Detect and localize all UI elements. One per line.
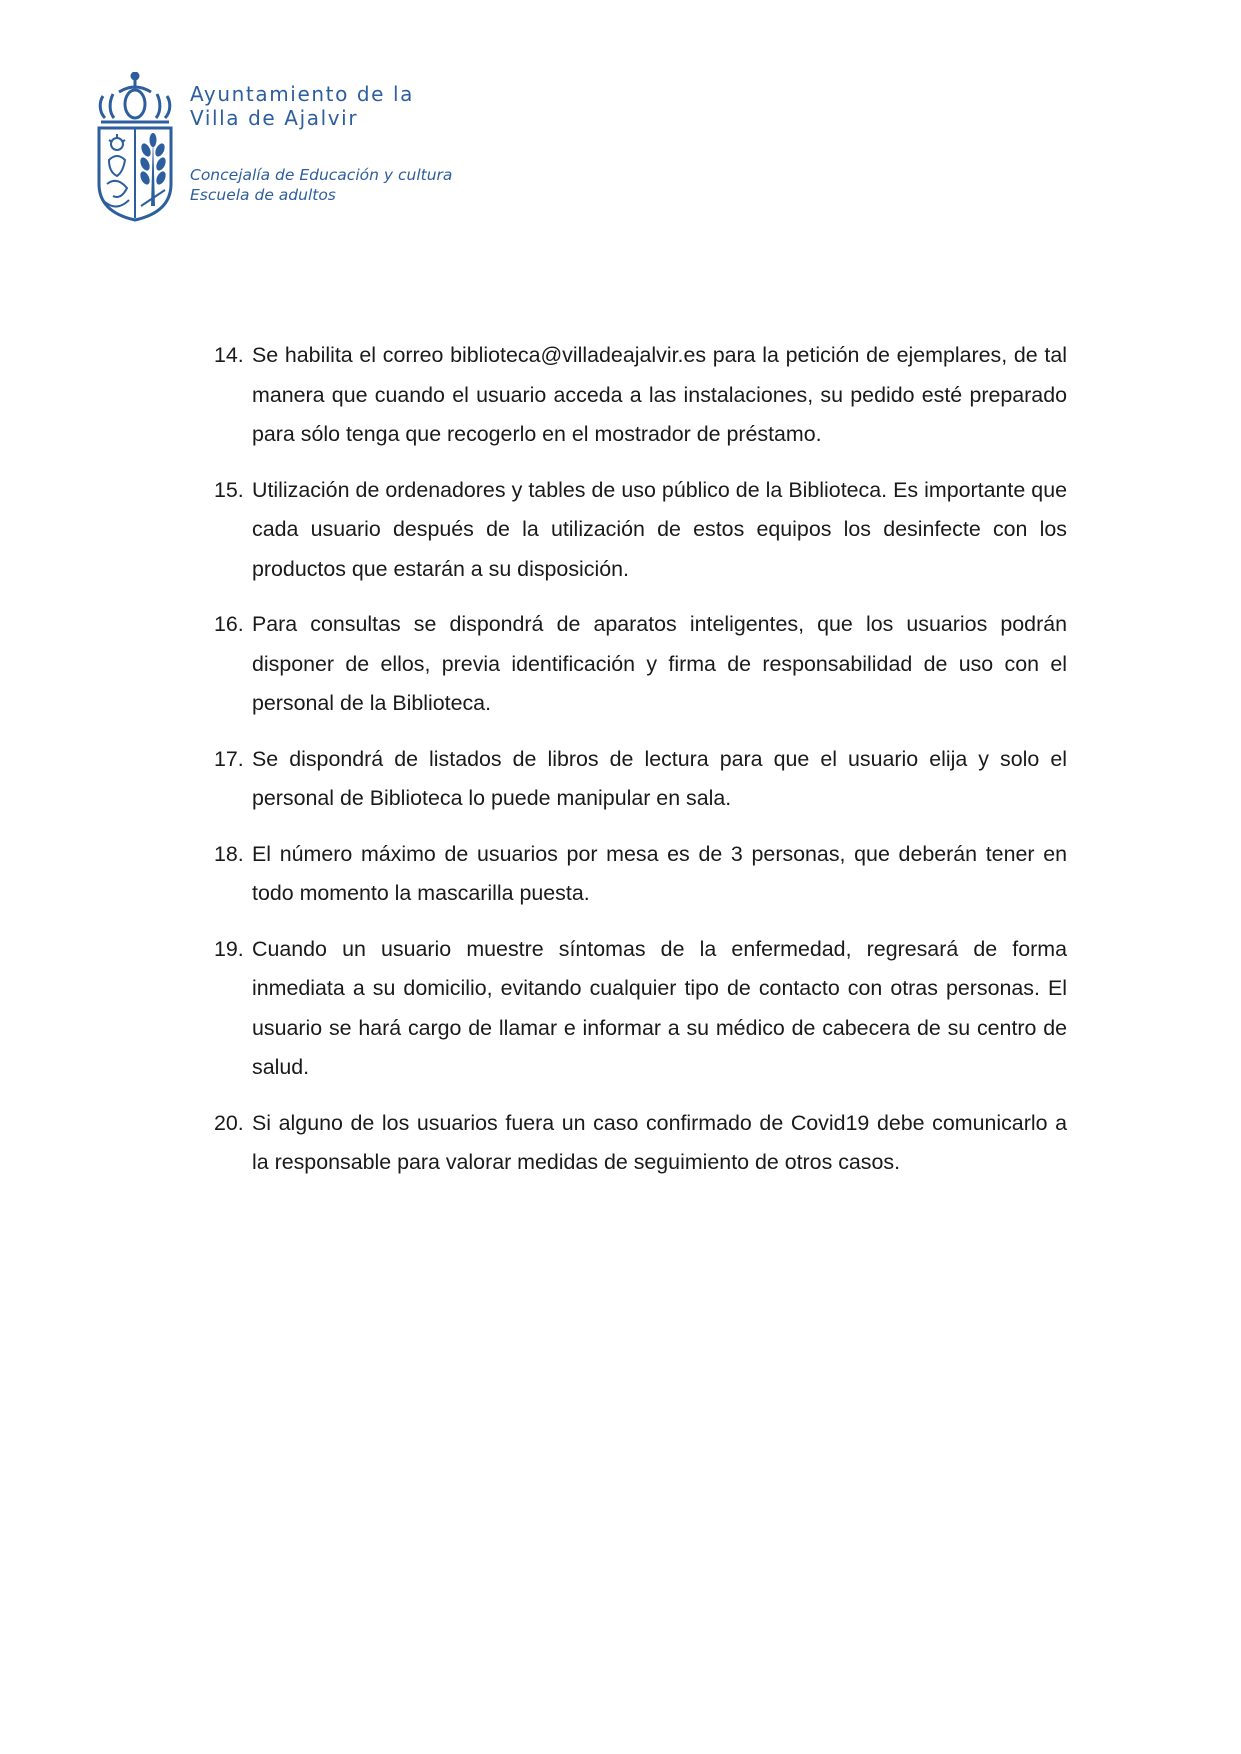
list-item — [214, 740, 1067, 819]
list-item — [214, 1104, 1067, 1183]
list-item-number: 16. — [214, 612, 244, 636]
list-item-number: 20. — [214, 1110, 244, 1135]
list-item-text: Se dispondrá de listados de libros de lectura para que el usuario elija y solo el personal de Biblioteca lo puede manipular en sala. — [252, 746, 1067, 810]
list-item-number: 15. — [214, 477, 244, 502]
organization-name-line-2: Villa de Ajalvir — [190, 106, 359, 130]
list-item-number: 18. — [214, 841, 244, 866]
list-item — [214, 835, 1067, 914]
list-item-text: Se habilita el correo biblioteca@villadeajalvir.es para la petición de ejemplares, de tal manera que cuando el usuario acceda a las instalaciones, su pedido esté preparado para sólo tenga que recogerlo en el mostrador de préstamo. — [252, 343, 1067, 446]
numbered-list — [214, 336, 1067, 1199]
list-item — [214, 930, 1067, 1088]
department-name — [190, 165, 452, 205]
list-item-number: 19. — [214, 936, 244, 961]
list-item — [214, 605, 1067, 724]
letterhead — [95, 72, 475, 232]
list-item — [214, 336, 1067, 455]
list-item-number: 17. — [214, 746, 244, 771]
list-item — [214, 471, 1067, 590]
list-item-text: Si alguno de los usuarios fuera un caso confirmado de Covid19 debe comunicarlo a la responsable para valorar medidas de seguimiento de otros casos. — [252, 1110, 1067, 1174]
list-item-text: Utilización de ordenadores y tables de uso público de la Biblioteca. Es importante que cada usuario después de la utilización de estos equipos los desinfecte con los productos que estarán a su disposición. — [252, 477, 1067, 581]
organization-name — [190, 82, 414, 130]
organization-name-line-1: Ayuntamiento de la — [190, 82, 415, 106]
list-item-text: Cuando un usuario muestre síntomas de la enfermedad, regresará de forma inmediata a su domicilio, evitando cualquier tipo de contacto con otras personas. El usuario se hará cargo de llamar e informar a su médico de cabecera de su centro de salud. — [252, 936, 1067, 1079]
department-line-2: Escuela de adultos — [190, 186, 336, 204]
list-item-text: Para consultas se dispondrá de aparatos inteligentes, que los usuarios podrán disponer de ellos, previa identificación y firma de responsabilidad de uso con el personal de la Biblioteca. — [252, 612, 1067, 715]
list-item-number: 14. — [214, 343, 244, 367]
list-item-text: El número máximo de usuarios por mesa es de 3 personas, que deberán tener en todo momento la mascarilla puesta. — [252, 841, 1067, 905]
department-line-1: Concejalía de Educación y cultura — [190, 166, 453, 184]
coat-of-arms-icon — [95, 72, 175, 222]
